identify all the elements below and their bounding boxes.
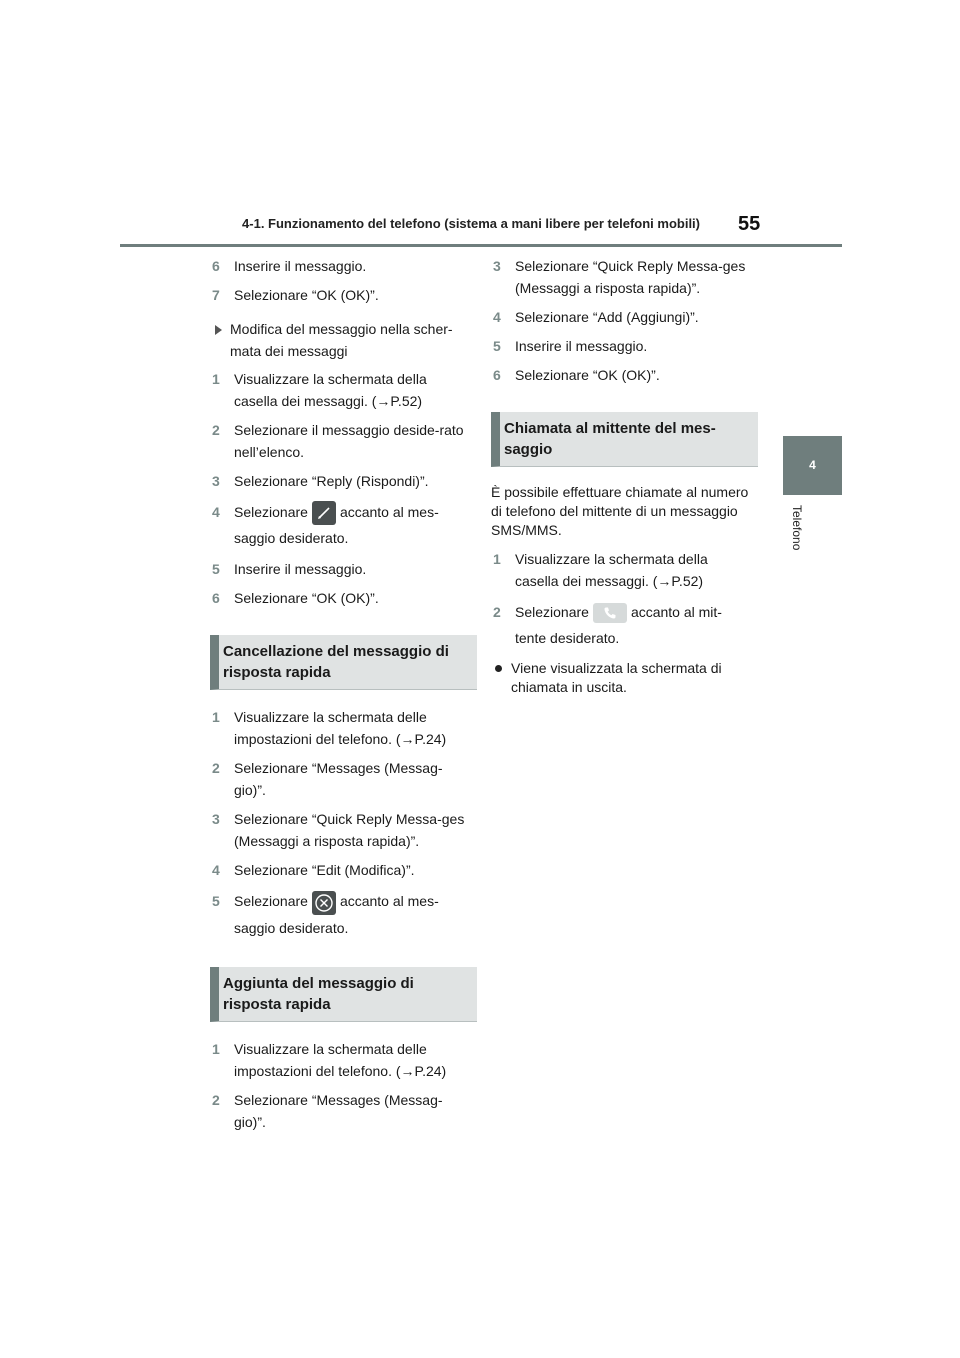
step-text: Selezionare “Messages (Messag-gio)”. [234, 760, 443, 799]
section-heading: Cancellazione del messaggio di risposta rapida [210, 635, 477, 690]
step-text: Selezionare “OK (OK)”. [234, 287, 379, 303]
step [210, 1089, 470, 1133]
step [210, 558, 470, 580]
step-number: 1 [212, 1040, 220, 1057]
step-text: Visualizzare la schermata delle impostazioni del telefono. (→P.24) [234, 1040, 447, 1079]
step [210, 587, 470, 609]
step-text: Inserire il messaggio. [234, 561, 367, 578]
step-text: Visualizzare la schermata della casella dei messaggi. (→P.52) [515, 551, 708, 589]
step [210, 255, 470, 277]
sub-heading-text: Modifica del messaggio nella scher-mata dei messaggi [230, 321, 453, 359]
step-text: Selezionare “Quick Reply Messa-ges (Messaggi a risposta rapida)”. [515, 258, 746, 296]
header-rule [120, 244, 842, 247]
step [210, 888, 470, 940]
step [491, 335, 751, 357]
step-number: 7 [212, 287, 220, 303]
step [491, 548, 751, 592]
step-text: Selezionare il messaggio deside-rato nell’elenco. [234, 422, 464, 460]
step-number: 5 [212, 561, 220, 578]
step [210, 419, 470, 463]
step-number: 4 [212, 504, 220, 520]
step-text: Inserire il messaggio. [234, 258, 367, 274]
step-text: Visualizzare la schermata della casella dei messaggi. (→P.52) [234, 371, 427, 409]
step [210, 706, 470, 750]
step-text: Selezionare “Edit (Modifica)”. [234, 862, 415, 879]
chapter-label: Telefono [790, 505, 804, 551]
phone-icon [593, 603, 627, 623]
step [210, 470, 470, 492]
step [210, 284, 470, 306]
bullet-dot-icon [495, 665, 502, 672]
step-text: Selezionare “Messages (Messag-gio)”. [234, 1091, 443, 1130]
step-text: Visualizzare la schermata delle impostazioni del telefono. (→P.24) [234, 709, 447, 748]
step-number: 5 [493, 338, 501, 354]
step [210, 859, 470, 881]
step [491, 599, 751, 651]
step-number: 4 [493, 309, 501, 325]
step [210, 1038, 470, 1082]
step-number: 5 [212, 893, 220, 910]
step-number: 2 [212, 1091, 220, 1108]
left-column [210, 255, 470, 1140]
step-number: 2 [212, 760, 220, 777]
step [491, 364, 751, 386]
step [210, 368, 470, 412]
intro-paragraph: È possibile effettuare chiamate al numero di telefono del mittente di un messaggio SMS/MMS. [491, 484, 749, 538]
step-text-after: accanto al mit-tente desiderato. [515, 604, 722, 646]
step-text: Selezionare “Quick Reply Messa-ges (Messaggi a risposta rapida)”. [234, 811, 465, 850]
chapter-tab: 4 [783, 436, 842, 495]
step-number: 3 [493, 258, 501, 274]
step [491, 255, 751, 299]
pencil-icon [312, 501, 336, 525]
delete-x-icon [312, 891, 336, 915]
running-header: 4-1. Funzionamento del telefono (sistema a mani libere per telefoni mobili) [242, 216, 700, 231]
section-heading: Aggiunta del messaggio di risposta rapida [210, 967, 477, 1022]
step-text-before: Selezionare [234, 504, 308, 520]
step-text: Selezionare “OK (OK)”. [515, 367, 660, 383]
step [210, 757, 470, 801]
right-column [491, 255, 751, 697]
step-number: 1 [212, 709, 220, 726]
sub-heading [210, 318, 470, 362]
step-text: Selezionare “Add (Aggiungi)”. [515, 309, 699, 325]
step-text: Selezionare “OK (OK)”. [234, 590, 379, 607]
section-heading: Chiamata al mittente del mes-saggio [491, 412, 758, 467]
step-number: 2 [212, 422, 220, 438]
step-text: Selezionare “Reply (Rispondi)”. [234, 473, 429, 489]
step-number: 1 [212, 371, 220, 387]
bullet-text: Viene visualizzata la schermata di chiamata in uscita. [511, 660, 722, 695]
step-number: 6 [212, 258, 220, 274]
step-text-before: Selezionare [234, 893, 308, 910]
step-text-before: Selezionare [515, 604, 589, 620]
step-number: 2 [493, 604, 501, 620]
bullet-note [491, 659, 751, 697]
triangle-bullet-icon [215, 325, 222, 335]
step-text-after: accanto al mes-saggio desiderato. [234, 504, 439, 547]
page-number: 55 [738, 213, 761, 235]
step-text-after: accanto al mes-saggio desiderato. [234, 893, 439, 936]
step-number: 1 [493, 551, 501, 567]
step-number: 3 [212, 811, 220, 828]
step-number: 3 [212, 473, 220, 489]
step [210, 808, 470, 852]
step [210, 499, 470, 551]
step-number: 6 [493, 367, 501, 383]
step-number: 4 [212, 862, 220, 879]
step-number: 6 [212, 590, 220, 607]
step-text: Inserire il messaggio. [515, 338, 648, 354]
step [491, 306, 751, 328]
